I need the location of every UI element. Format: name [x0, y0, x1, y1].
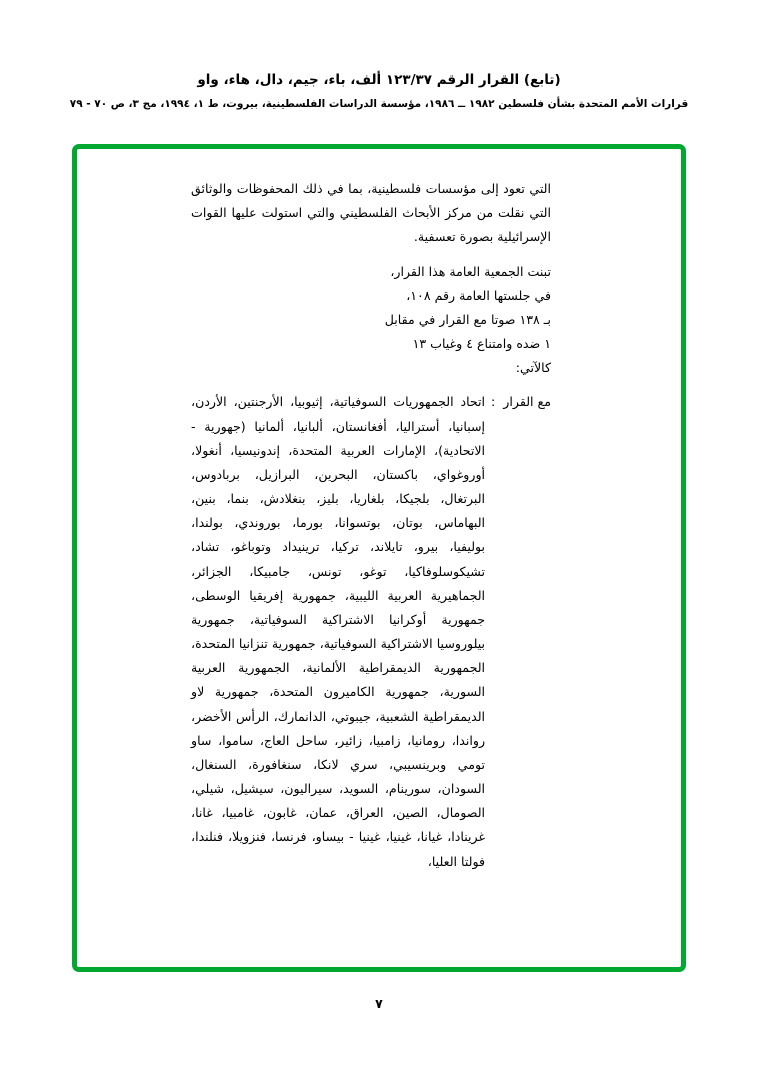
vote-line: ١ ضده وامتناع ٤ وغياب ١٣ [412, 336, 551, 352]
header-title: (تابع) القرار الرقم ١٢٣/٣٧ ألف، باء، جيم، دال، هاء، واو [197, 72, 561, 88]
vote-in-favor-countries: اتحاد الجمهوريات السوفياتية، إثيوبيا، الأرجنتين، الأردن، إسبانيا، أستراليا، أفغانستان، ألبانيا، ألمانيا (جهورية - الاتحادية)، الإمارات العربية المتحدة، إندونيسيا، أنغولا، أوروغواي، باكستان، البحرين، البرازيل، بربادوس، البرتغال، بلجيكا، بلغاريا، بليز، بنغلادش، بنما، بنين، البهاماس، بوتان، بوتسوانا، بورما، بوروندي، بولندا، بوليفيا، بيرو، تايلاند، تركيا، ترينيداد وتوباغو، تشاد، تشيكوسلوفاكيا، توغو، تونس، جامبيكا، الجزائر، الجماهيرية العربية الليبية، جمهورية إفريقيا الوسطى، جمهورية أوكرانيا الاشتراكية السوفياتية، جمهورية بيلوروسيا الاشتراكية السوفياتية، جمهورية تنزانيا المتحدة، الجمهورية الديمقراطية الألمانية، الجمهورية العربية السورية، جمهورية الكاميرون المتحدة، جمهورية لاو الديمقراطية الشعبية، جيبوتي، الدانمارك، الرأس الأخضر، رواندا، رومانيا، زامبيا، زائير، ساحل العاج، ساموا، ساو تومي وبرينسيبي، سري لانكا، سنغافورة، السنغال، السودان، سورينام، السويد، سيراليون، سيشيل، شيلي، الصومال، الصين، العراق، عمان، غابون، غامبيا، غانا، غرينادا، غيانا، غينيا، غينيا - بيساو، فرنسا، فنزويلا، فنلندا، فولتا العليا، [191, 394, 486, 869]
vote-in-favor-colon: : [491, 394, 496, 410]
vote-line: كالآتي: [515, 360, 551, 376]
vote-line: بـ ١٣٨ صوتا مع القرار في مقابل [384, 311, 551, 327]
spacer [191, 250, 551, 260]
vote-line: تبنت الجمعية العامة هذا القرار، [390, 263, 551, 279]
opening-paragraph: التي تعود إلى مؤسسات فلسطينية، بما في ذلك المحفوظات والوثائق التي نقلت من مركز الأبحاث الفلسطيني والتي استولت عليها القوات الإسرائيلية بصورة تعسفية. [191, 181, 551, 245]
page-header [0, 70, 758, 113]
vote-line: في جلستها العامة رقم ١٠٨، [406, 287, 551, 303]
spacer [191, 380, 551, 390]
page-number: ٧ [375, 996, 383, 1011]
header-source-citation: قرارات الأمم المتحدة بشأن فلسطين ١٩٨٢ ــ ١٩٨٦، مؤسسة الدراسات الفلسطينية، بيروت، ط ١، ١٩٩٤، مج ٣، ص ٧٠ - ٧٩ [69, 98, 689, 111]
green-border-frame [72, 144, 686, 972]
document-body [191, 177, 551, 874]
vote-summary-block [191, 260, 551, 381]
vote-in-favor-row [191, 390, 551, 873]
vote-in-favor-label: مع القرار [503, 394, 551, 410]
